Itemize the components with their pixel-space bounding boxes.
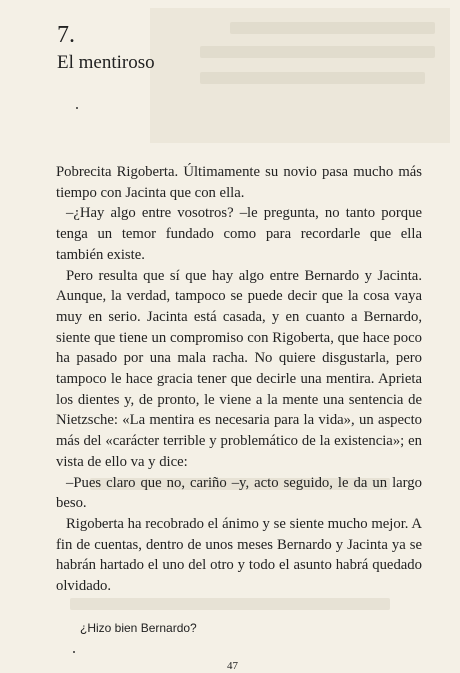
chapter-number: 7.: [57, 22, 75, 48]
body-text: [56, 162, 422, 597]
question: ¿Hizo bien Bernardo?: [80, 621, 197, 635]
bleed-line: [200, 46, 435, 58]
paragraph: Rigoberta ha recobrado el ánimo y se siente mucho mejor. A fin de cuentas, dentro de unos meses Bernardo y Jacinta ya se habrán hartado el uno del otro y todo el asunto habrá quedado olvidado.: [56, 515, 422, 595]
chapter-title: El mentiroso: [57, 52, 155, 73]
speck: [76, 107, 78, 109]
paragraph: –Pues claro que no, cariño –y, acto seguido, le da un largo beso.: [56, 474, 422, 512]
speck: [73, 651, 75, 653]
paragraph: –¿Hay algo entre vosotros? –le pregunta, no tanto porque tenga un temor fundado como para recordarle que ella también existe.: [56, 205, 422, 263]
bleed-line: [70, 598, 390, 610]
paragraph: Pobrecita Rigoberta. Últimamente su novio pasa mucho más tiempo con Jacinta que con ella.: [56, 164, 422, 201]
page-number: 47: [227, 660, 238, 672]
paragraph: Pero resulta que sí que hay algo entre Bernardo y Jacinta. Aunque, la verdad, tampoco se puede decir que la cosa vaya muy en serio. Jacinta está casada, y en cuanto a Bernardo, siente que tiene un compromiso con Rigoberta, que hace poco ha pasado por una mala racha. No quiere disgustarla, pero tampoco le hace gracia tener que decirle una mentira. Aprieta los dientes y, de pronto, le viene a la mente una sentencia de Nietzsche: «La mentira es necesaria para la vida», un aspecto más del «carácter terrible y problemático de la existencia»; en vista de ello va y dice:: [56, 267, 422, 470]
bleed-line: [230, 22, 435, 34]
bleed-line: [200, 72, 425, 84]
